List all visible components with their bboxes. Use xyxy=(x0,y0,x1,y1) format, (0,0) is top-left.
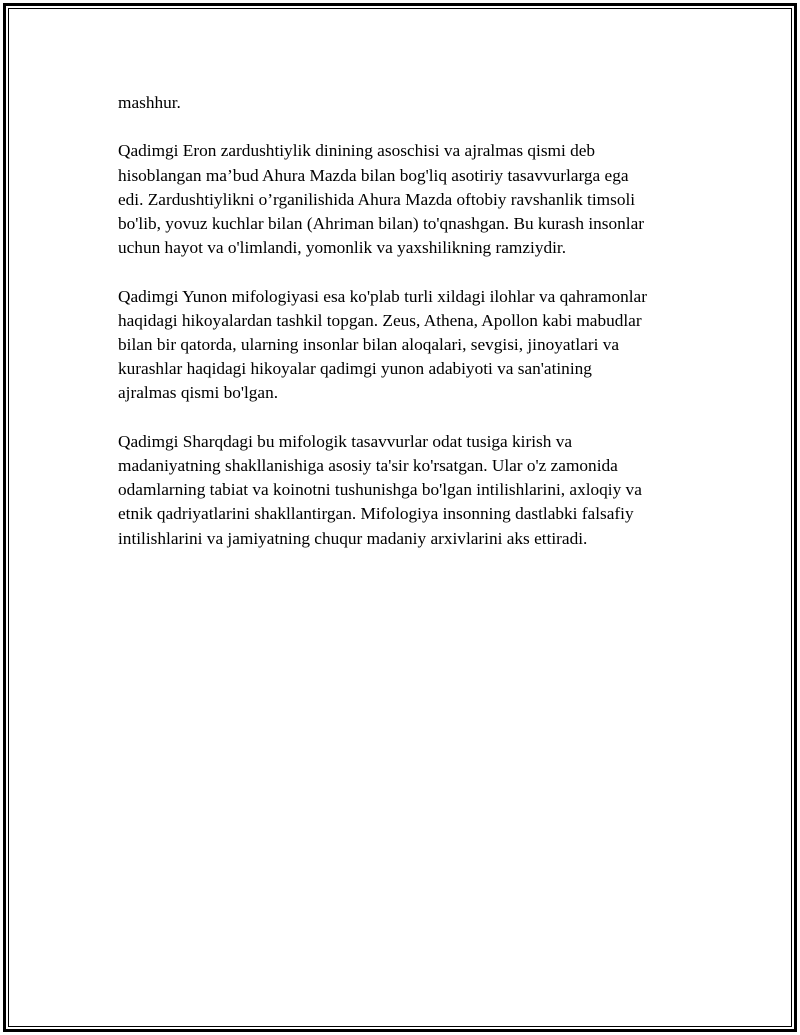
paragraph-greece: Qadimgi Yunon mifologiyasi esa ko'plab turli xildagi ilohlar va qahramonlar haqidagi hikoyalardan tashkil topgan. Zeus, Athena, Apollon kabi mabudlar bilan bir qatorda, ularning insonlar bilan aloqalari, sevgisi, jinoyatlari va kurashlar haqidagi hikoyalar qadimgi yunon adabiyoti va san'atining ajralmas qismi bo'lgan. xyxy=(118,286,647,403)
document-body xyxy=(118,91,688,551)
paragraph-continuation: mashhur. xyxy=(118,93,181,112)
paragraph-east: Qadimgi Sharqdagi bu mifologik tasavvurlar odat tusiga kirish va madaniyatning shakllanishiga asosiy ta'sir ko'rsatgan. Ular o'z zamonida odamlarning tabiat va koinotni tushunishga bo'lgan intilishlarini, axloqiy va etnik qadriyatlarini shakllantirgan. Mifologiya insonning dastlabki falsafiy intilishlarini va jamiyatning chuqur madaniy arxivlarini aks ettiradi. xyxy=(118,431,642,548)
paragraph-iran: Qadimgi Eron zardushtiylik dinining asoschisi va ajralmas qismi deb hisoblangan ma’bud Ahura Mazda bilan bog'liq asotiriy tasavvurlarga ega edi. Zardushtiylikni o’rganilishida Ahura Mazda oftobiy ravshanlik timsoli bo'lib, yovuz kuchlar bilan (Ahriman bilan) to'qnashgan. Bu kurash insonlar uchun hayot va o'limlandi, yomonlik va yaxshilikning ramziydir. xyxy=(118,141,644,258)
